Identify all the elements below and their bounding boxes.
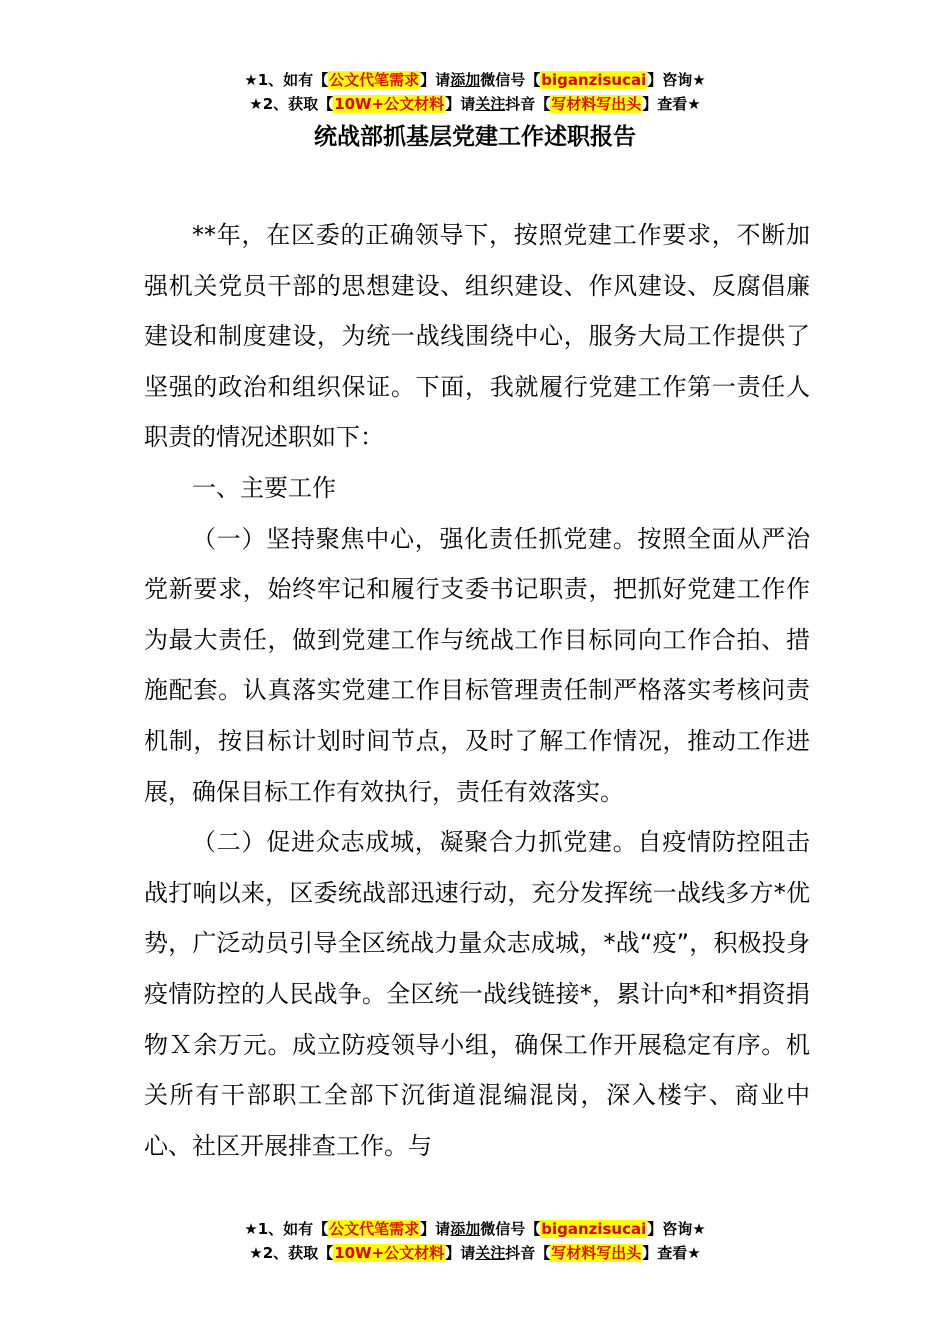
banner-line-2: [0, 1241, 950, 1265]
banner-text: ★1、如有【: [244, 71, 329, 89]
banner-text: 抖音【: [505, 1244, 551, 1262]
banner-highlight: 写材料写出头: [551, 1244, 642, 1262]
banner-highlight: biganzisucai: [541, 1220, 647, 1238]
paragraph-2: （二）促进众志成城，凝聚合力抓党建。自疫情防控阻击战打响以来，区委统战部迅速行动，充分发挥统一战线多方*优势，广泛动员引导全区统战力量众志成城，*战“疫”，积极投身疫情防控的人民战争。全区统一战线链接*，累计向*和*捐资捐物Ｘ余万元。成立防疫领导小组，确保工作开展稳定有序。机关所有干部职工全部下沉街道混编混岗，深入楼宇、商业中心、社区开展排查工作。与: [144, 828, 810, 1160]
document-body: [144, 210, 810, 1171]
banner-text: 】查看★: [642, 1244, 701, 1262]
bottom-banner: [0, 1217, 950, 1265]
banner-text: ★1、如有【: [244, 1220, 329, 1238]
banner-highlight: 公文代笔需求: [329, 1220, 420, 1238]
banner-underlined-text: 关注: [475, 95, 506, 113]
banner-text: 微信号【: [480, 1220, 541, 1238]
banner-underlined-text: 添加: [450, 71, 481, 89]
banner-highlight: biganzisucai: [541, 71, 647, 89]
banner-text: 抖音【: [505, 95, 551, 113]
banner-highlight: 公文代笔需求: [329, 71, 420, 89]
paragraph-1: （一）坚持聚焦中心，强化责任抓党建。按照全面从严治党新要求，始终牢记和履行支委书记职责，把抓好党建工作作为最大责任，做到党建工作与统战工作目标同向工作合拍、措施配套。认真落实党建工作目标管理责任制严格落实考核问责机制，按目标计划时间节点，及时了解工作情况，推动工作进展，确保目标工作有效执行，责任有效落实。: [144, 524, 810, 806]
banner-underlined-text: 添加: [450, 1220, 481, 1238]
top-banner: [0, 68, 950, 116]
banner-text: 】请: [445, 1244, 476, 1262]
banner-text: ★2、获取【: [249, 95, 334, 113]
banner-highlight: 写材料写出头: [551, 95, 642, 113]
banner-text: ★2、获取【: [249, 1244, 334, 1262]
banner-underlined-text: 关注: [475, 1244, 506, 1262]
banner-highlight: 10W+公文材料: [334, 95, 445, 113]
banner-text: 】请: [445, 95, 476, 113]
banner-text: 】请: [420, 71, 451, 89]
paragraph-intro: **年，在区委的正确领导下，按照党建工作要求，不断加强机关党员干部的思想建设、组织建设、作风建设、反腐倡廉建设和制度建设，为统一战线围绕中心，服务大局工作提供了坚强的政治和组织保证。下面，我就履行党建工作第一责任人职责的情况述职如下：: [144, 221, 810, 452]
section-heading: 一、主要工作: [192, 473, 336, 502]
banner-highlight: 10W+公文材料: [334, 1244, 445, 1262]
banner-text: 】咨询★: [647, 1220, 706, 1238]
banner-text: 】查看★: [642, 95, 701, 113]
banner-text: 微信号【: [480, 71, 541, 89]
banner-line-2: [0, 92, 950, 116]
document-title: 统战部抓基层党建工作述职报告: [314, 124, 636, 150]
banner-line-1: [0, 68, 950, 92]
banner-text: 】咨询★: [647, 71, 706, 89]
banner-line-1: [0, 1217, 950, 1241]
banner-text: 】请: [420, 1220, 451, 1238]
